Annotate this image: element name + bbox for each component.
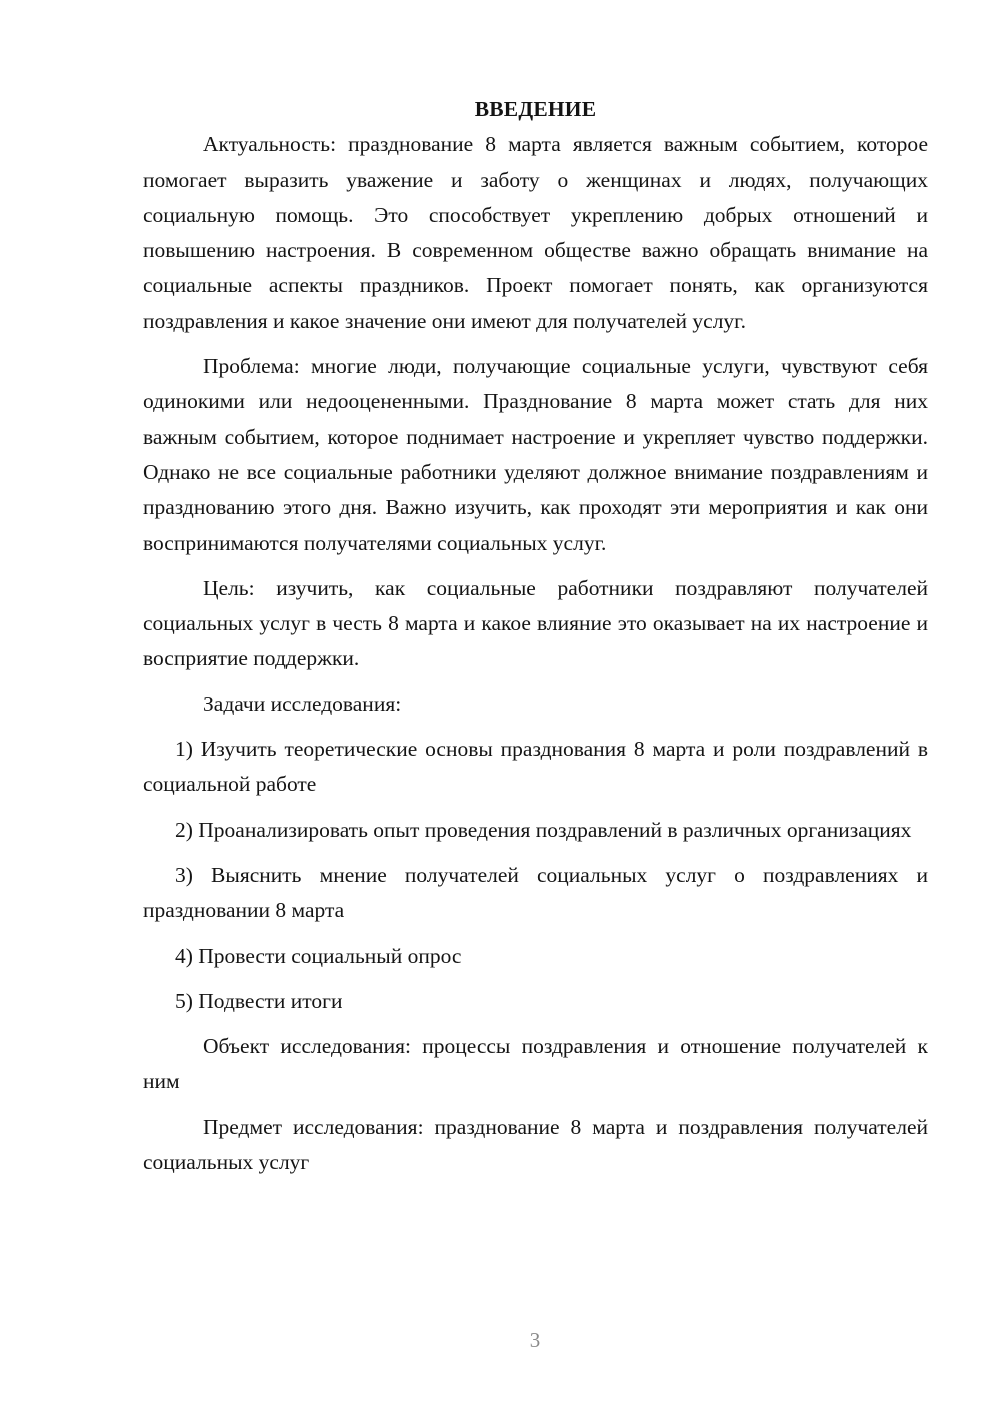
paragraph-relevance: Актуальность: празднование 8 марта является важным событием, которое помогает выразить уважение и заботу о женщинах и людях, получающих социальную помощь. Это способствует укреплению добрых отношений и повышению настроения. В современном обществе важно обращать внимание на социальные аспекты праздников. Проект помогает понять, как организуются поздравления и какое значение они имеют для получателей услуг. bbox=[143, 132, 928, 333]
paragraph-goal: Цель: изучить, как социальные работники поздравляют получателей социальных услуг в честь 8 марта и какое влияние это оказывает на их настроение и восприятие поддержки. bbox=[143, 575, 928, 671]
paragraph-subject: Предмет исследования: празднование 8 марта и поздравления получателей социальных услуг bbox=[143, 1114, 928, 1175]
section-heading: ВВЕДЕНИЕ bbox=[474, 97, 597, 121]
task-item-4: 4) Провести социальный опрос bbox=[175, 943, 462, 968]
paragraph-problem: Проблема: многие люди, получающие социальные услуги, чувствуют себя одинокими или недооцененными. Празднование 8 марта может стать для них важным событием, которое поднимает настроение и укрепляет чувство поддержки. Однако не все социальные работники уделяют должное внимание поздравлениям и празднованию этого дня. Важно изучить, как проходят эти мероприятия и как они воспринимаются получателями социальных услуг. bbox=[143, 354, 928, 555]
task-item-3: 3) Выяснить мнение получателей социальных услуг о поздравлениях и праздновании 8 марта bbox=[143, 862, 928, 923]
document-body bbox=[143, 92, 928, 1180]
page-number: 3 bbox=[529, 1328, 541, 1352]
task-item-5: 5) Подвести итоги bbox=[175, 988, 343, 1013]
tasks-title: Задачи исследования: bbox=[203, 691, 402, 716]
paragraph-object: Объект исследования: процессы поздравления и отношение получателей к ним bbox=[143, 1034, 928, 1094]
task-item-1: 1) Изучить теоретические основы празднования 8 марта и роли поздравлений в социальной работе bbox=[143, 737, 928, 797]
task-item-2: 2) Проанализировать опыт проведения поздравлений в различных организациях bbox=[175, 817, 912, 842]
